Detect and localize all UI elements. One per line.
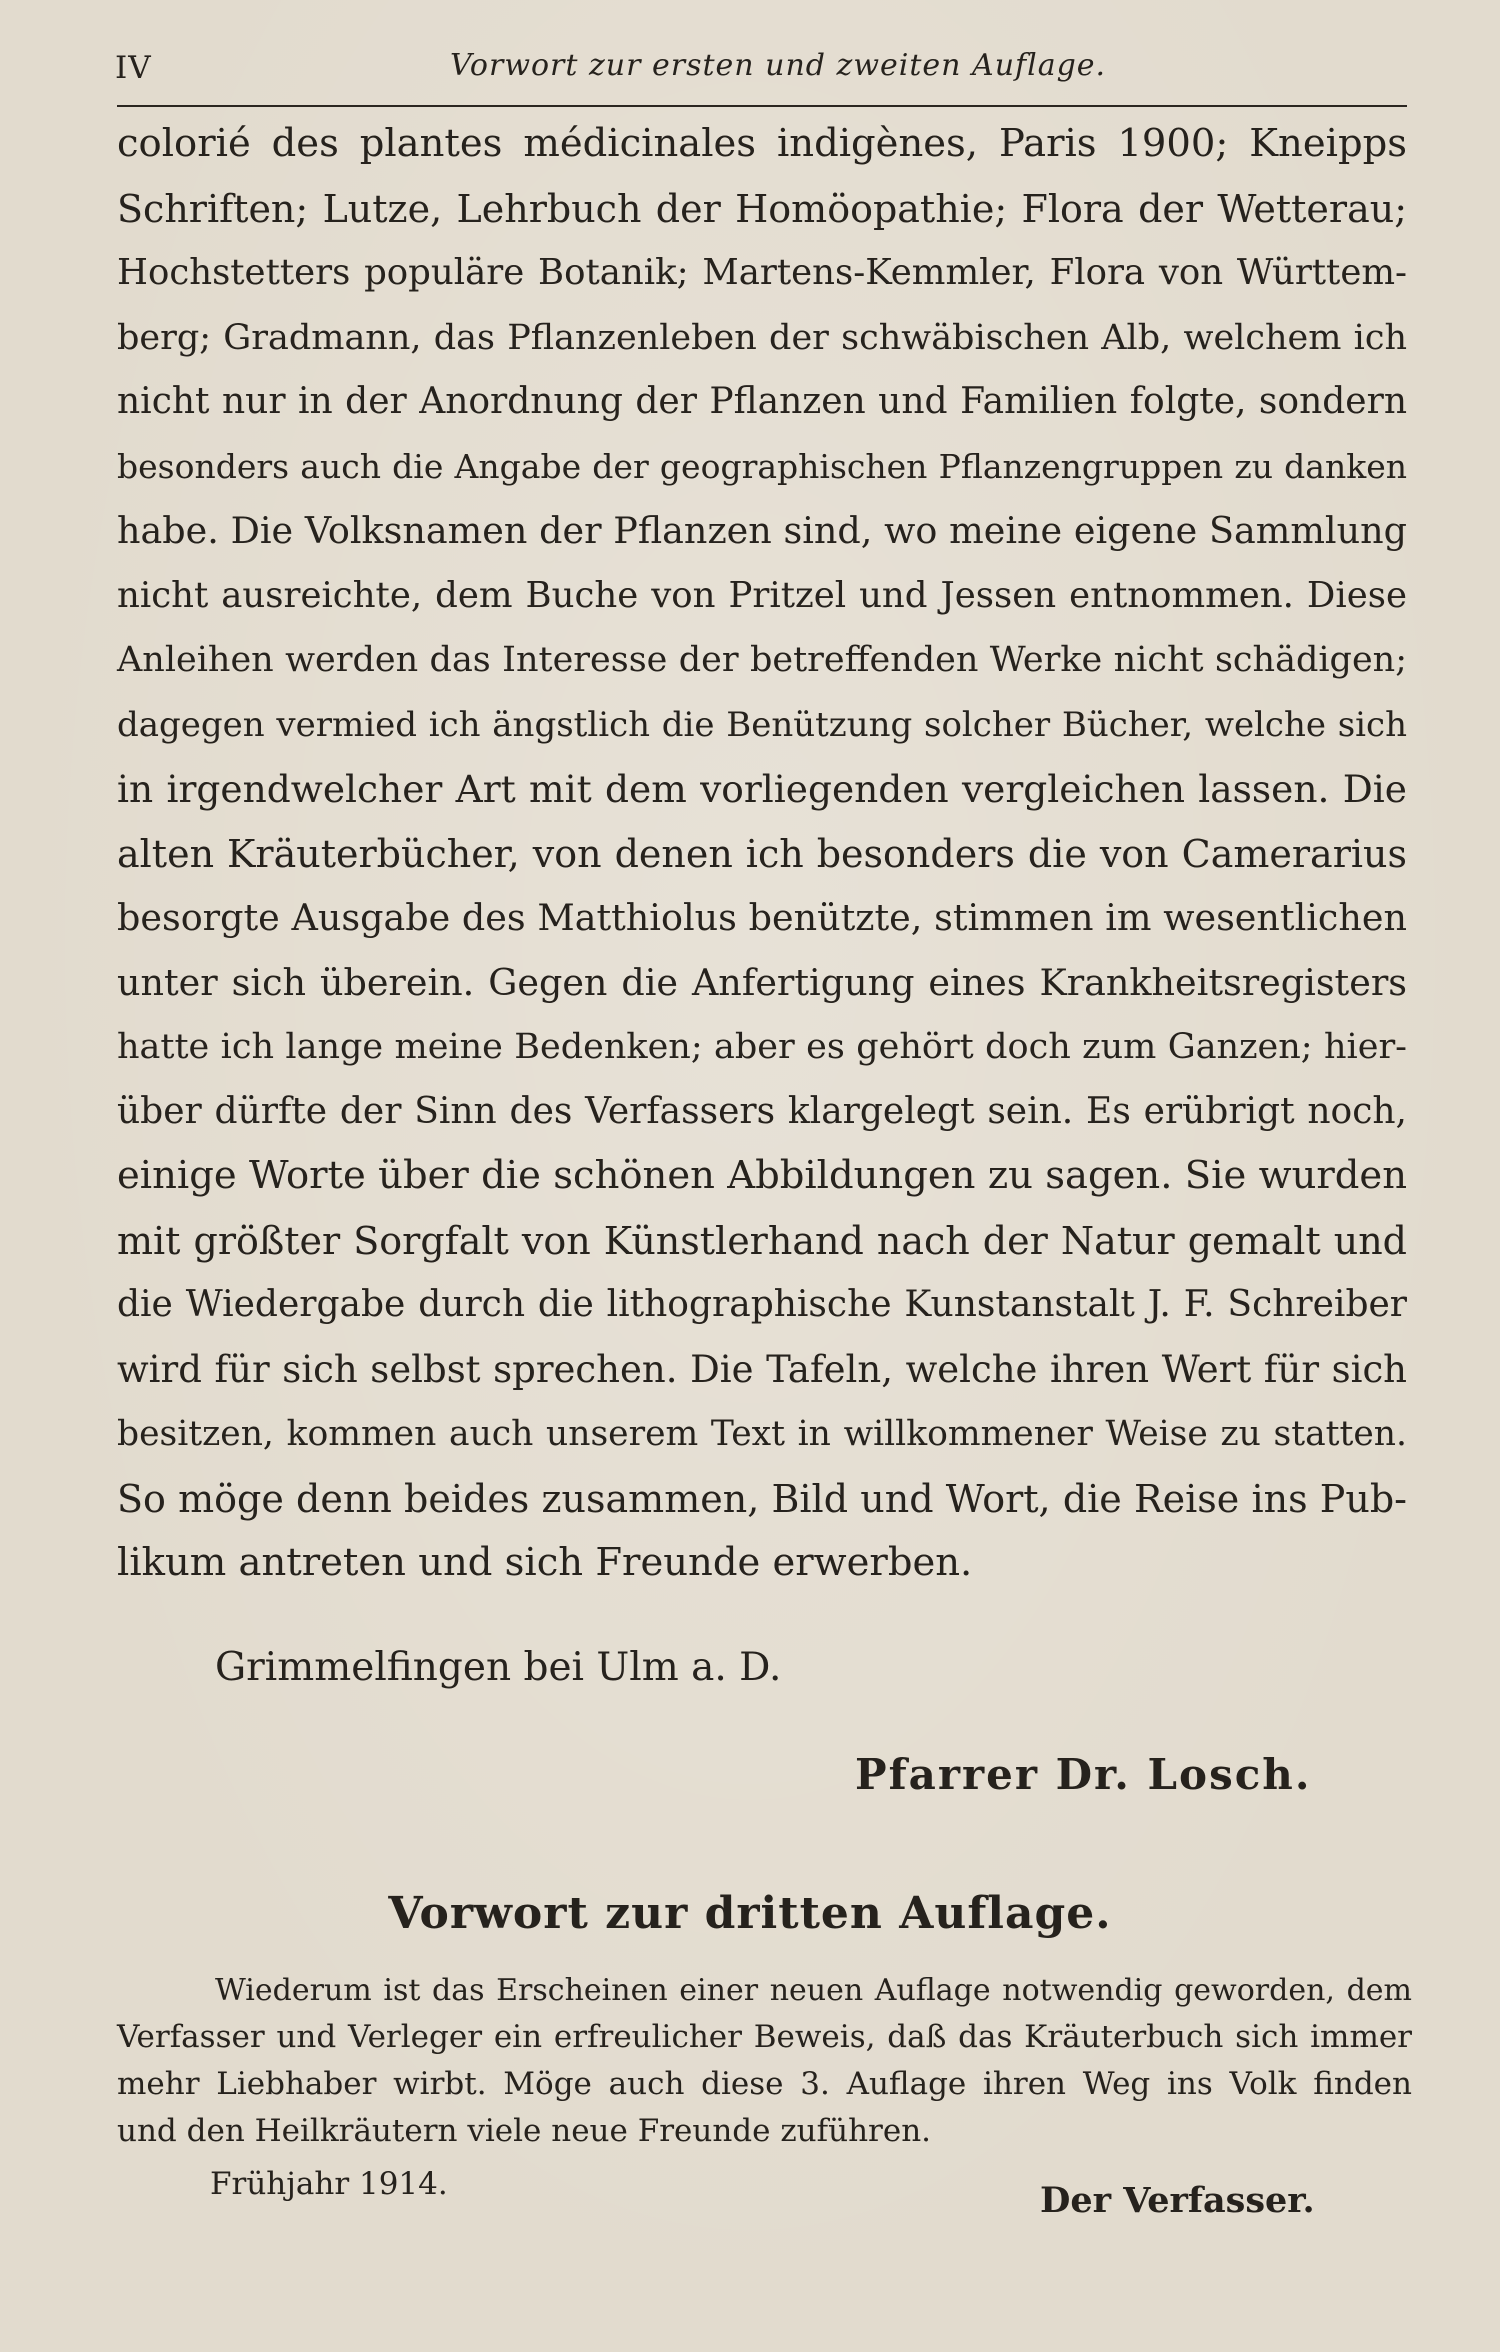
page-number: IV [115, 50, 152, 86]
signature: Pfarrer Dr. Losch. [855, 1750, 1312, 1799]
text-line: unter sich überein. Gegen die Anfertigung eines Krankheitsregisters [117, 960, 1407, 1004]
text-line: einige Worte über die schönen Abbildungen zu sagen. Sie wurden [117, 1153, 1407, 1198]
third-edition-body [117, 1967, 1412, 2155]
text-line: besorgte Ausgabe des Matthiolus benützte, stimmen im wesentlichen [117, 896, 1407, 939]
page-header [115, 44, 1405, 96]
text-line: Hochstetters populäre Botanik; Martens-Kemmler, Flora von Württem- [117, 252, 1407, 293]
text-line: colorié des plantes médicinales indigènes, Paris 1900; Kneipps [117, 121, 1407, 166]
preface-body [117, 112, 1407, 1596]
text-line: Schriften; Lutze, Lehrbuch der Homöopathie; Flora der Wetterau; [117, 186, 1407, 231]
place-line: Grimmelfingen bei Ulm a. D. [215, 1645, 782, 1690]
text-line: in irgendwelcher Art mit dem vorliegenden vergleichen lassen. Die [117, 767, 1407, 811]
text-line: So möge denn beides zusammen, Bild und Wort, die Reise ins Pub- [117, 1476, 1407, 1521]
text-line: Anleihen werden das Interesse der betreffenden Werke nicht schädigen; [117, 640, 1407, 680]
text-line: Wiederum ist das Erscheinen einer neuen Auflage notwendig geworden, dem [215, 1973, 1412, 2008]
author-signature: Der Verfasser. [1040, 2180, 1315, 2221]
text-line: mehr Liebhaber wirbt. Möge auch diese 3. Auflage ihren Weg ins Volk finden [117, 2066, 1412, 2102]
text-line: besonders auch die Angabe der geographischen Pflanzengruppen zu danken [117, 446, 1407, 486]
text-line: berg; Gradmann, das Pflanzenleben der schwäbischen Alb, welchem ich [117, 317, 1407, 358]
text-line: habe. Die Volksnamen der Pflanzen sind, wo meine eigene Sammlung [117, 509, 1407, 552]
text-line: wird für sich selbst sprechen. Die Tafeln, welche ihren Wert für sich [117, 1347, 1407, 1391]
section-heading: Vorwort zur dritten Auflage. [388, 1888, 1112, 1939]
text-line: und den Heilkräutern viele neue Freunde zuführen. [117, 2113, 932, 2149]
text-line: mit größter Sorgfalt von Künstlerhand nach der Natur gemalt und [117, 1218, 1407, 1263]
running-title: Vorwort zur ersten und zweiten Auflage. [450, 48, 1107, 83]
text-line: nicht ausreichte, dem Buche von Pritzel und Jessen entnommen. Diese [117, 574, 1407, 616]
text-line: besitzen, kommen auch unserem Text in willkommener Weise zu statten. [117, 1414, 1407, 1454]
text-line: dagegen vermied ich ängstlich die Benützung solcher Bücher, welche sich [117, 704, 1407, 745]
text-line: alten Kräuterbücher, von denen ich besonders die von Camerarius [117, 831, 1407, 876]
date-line: Frühjahr 1914. [210, 2166, 448, 2202]
text-line: hatte ich lange meine Bedenken; aber es gehört doch zum Ganzen; hier- [117, 1027, 1407, 1067]
text-line: nicht nur in der Anordnung der Pflanzen und Familien folgte, sondern [117, 381, 1407, 422]
text-line: die Wiedergabe durch die lithographische Kunstanstalt J. F. Schreiber [117, 1284, 1407, 1325]
text-line: likum antreten und sich Freunde erwerben. [117, 1540, 973, 1585]
text-line: über dürfte der Sinn des Verfassers klargelegt sein. Es erübrigt noch, [117, 1090, 1407, 1132]
text-line: Verfasser und Verleger ein erfreulicher Beweis, daß das Kräuterbuch sich immer [117, 2019, 1412, 2055]
header-rule [117, 105, 1407, 107]
